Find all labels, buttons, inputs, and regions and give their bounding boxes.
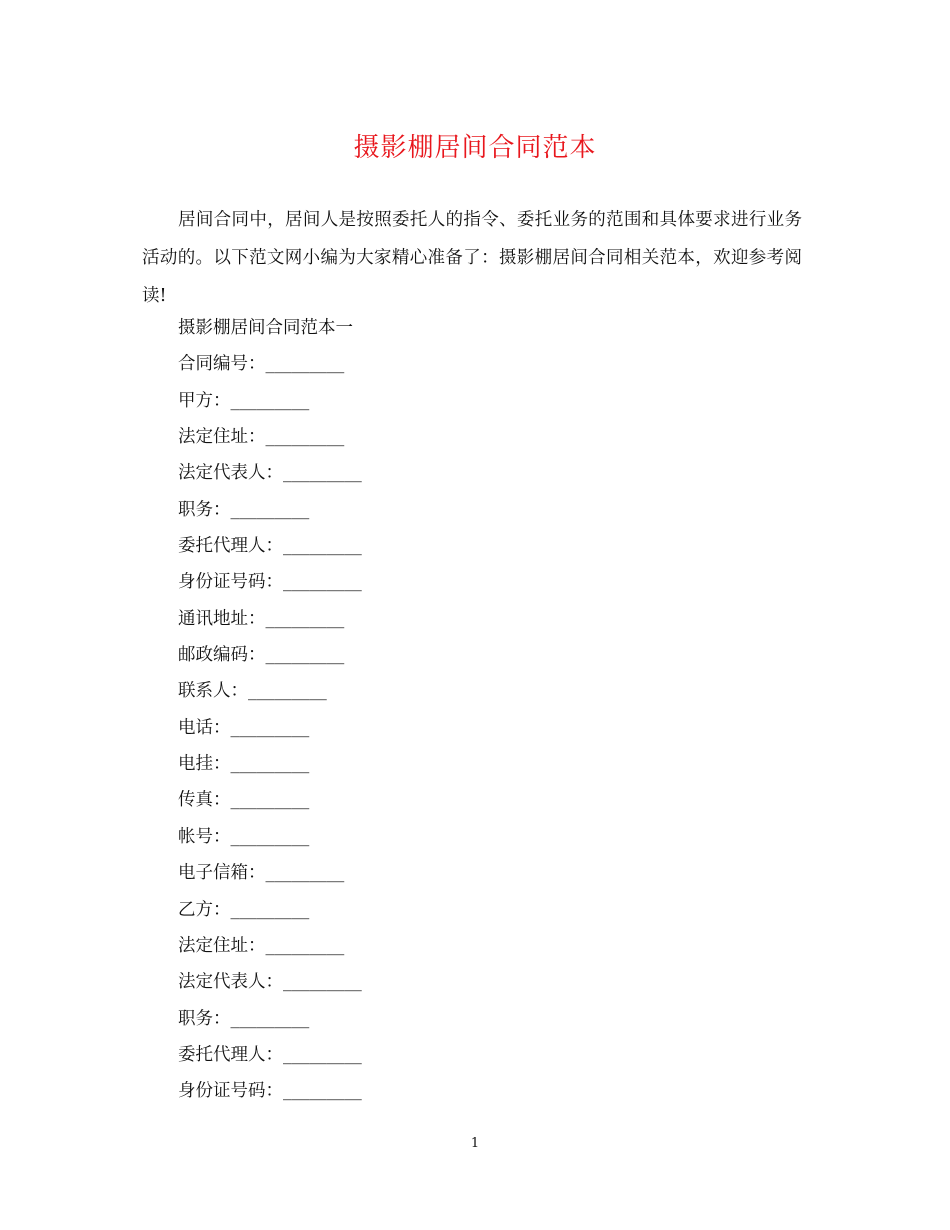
party-a-address-field: 法定住址：_________ xyxy=(178,427,345,448)
document-title: 摄影棚居间合同范本 xyxy=(353,133,597,163)
party-a-id-field: 身份证号码：_________ xyxy=(178,572,362,593)
party-a-legal-rep-field: 法定代表人：_________ xyxy=(178,463,362,484)
section-heading: 摄影棚居间合同范本一 xyxy=(178,318,353,338)
party-b-legal-rep-field: 法定代表人：_________ xyxy=(178,972,362,993)
party-a-mailing-address-field: 通讯地址：_________ xyxy=(178,608,345,629)
party-b-agent-field: 委托代理人：_________ xyxy=(178,1044,362,1065)
party-a-account-field: 帐号：_________ xyxy=(178,826,310,847)
contract-number-field: 合同编号：_________ xyxy=(178,354,345,375)
party-b-id-field: 身份证号码：_________ xyxy=(178,1081,362,1102)
party-a-position-field: 职务：_________ xyxy=(178,499,310,520)
party-a-fax-field: 传真：_________ xyxy=(178,790,310,811)
party-b-position-field: 职务：_________ xyxy=(178,1008,310,1029)
intro-paragraph: 居间合同中，居间人是按照委托人的指令、委托业务的范围和具体要求进行业务活动的。以下范文网小编为大家精心准备了：摄影棚居间合同相关范本，欢迎参考阅读! xyxy=(142,210,802,306)
party-a-agent-field: 委托代理人：_________ xyxy=(178,536,362,557)
contract-field-list xyxy=(178,310,362,1110)
page-number: 1 xyxy=(470,1136,480,1151)
party-a-field: 甲方：_________ xyxy=(178,390,310,411)
party-b-address-field: 法定住址：_________ xyxy=(178,935,345,956)
party-a-telegraph-field: 电挂：_________ xyxy=(178,754,310,775)
party-a-postcode-field: 邮政编码：_________ xyxy=(178,645,345,666)
party-a-phone-field: 电话：_________ xyxy=(178,717,310,738)
party-b-field: 乙方：_________ xyxy=(178,899,310,920)
party-a-email-field: 电子信箱：_________ xyxy=(178,863,345,884)
party-a-contact-field: 联系人：_________ xyxy=(178,681,327,702)
